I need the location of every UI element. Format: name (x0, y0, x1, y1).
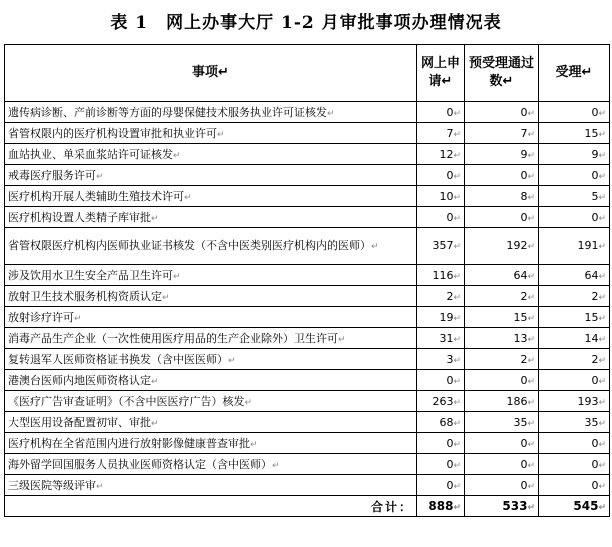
table-row (5, 102, 610, 123)
row-online-count: 0↵ (417, 165, 465, 186)
table-row (5, 286, 610, 307)
row-item-name: 《医疗广告审查证明》（不含中医医疗广告）核发↵ (5, 391, 417, 412)
table-row (5, 307, 610, 328)
header-row (5, 45, 610, 102)
row-accepted-count: 0↵ (539, 102, 610, 123)
row-online-count: 2↵ (417, 286, 465, 307)
row-pre-accepted-count: 0↵ (465, 102, 539, 123)
row-online-count: 10↵ (417, 186, 465, 207)
row-accepted-count: 0↵ (539, 370, 610, 391)
row-accepted-count: 0↵ (539, 454, 610, 475)
row-accepted-count: 5↵ (539, 186, 610, 207)
row-online-count: 116↵ (417, 265, 465, 286)
row-pre-accepted-count: 0↵ (465, 165, 539, 186)
row-online-count: 0↵ (417, 433, 465, 454)
row-accepted-count: 2↵ (539, 349, 610, 370)
table-row (5, 123, 610, 144)
row-pre-accepted-count: 35↵ (465, 412, 539, 433)
row-item-name: 海外留学回国服务人员执业医师资格认定（含中医师）↵ (5, 454, 417, 475)
row-pre-accepted-count: 0↵ (465, 207, 539, 228)
row-item-name: 血站执业、单采血浆站许可证核发↵ (5, 144, 417, 165)
row-online-count: 19↵ (417, 307, 465, 328)
table-row (5, 207, 610, 228)
row-pre-accepted-count: 186↵ (465, 391, 539, 412)
table-row (5, 328, 610, 349)
row-online-count: 68↵ (417, 412, 465, 433)
row-online-count: 7↵ (417, 123, 465, 144)
row-item-name: 放射诊疗许可↵ (5, 307, 417, 328)
row-online-count: 357↵ (417, 228, 465, 265)
table-row (5, 433, 610, 454)
approval-table (4, 44, 610, 517)
row-item-name: 港澳台医师内地医师资格认定↵ (5, 370, 417, 391)
row-accepted-count: 0↵ (539, 433, 610, 454)
row-item-name: 三级医院等级评审↵ (5, 475, 417, 496)
row-online-count: 0↵ (417, 102, 465, 123)
table-row (5, 265, 610, 286)
row-pre-accepted-count: 0↵ (465, 475, 539, 496)
row-item-name: 遗传病诊断、产前诊断等方面的母婴保健技术服务执业许可证核发↵ (5, 102, 417, 123)
row-online-count: 3↵ (417, 349, 465, 370)
table-row (5, 370, 610, 391)
table-row (5, 144, 610, 165)
row-pre-accepted-count: 2↵ (465, 286, 539, 307)
row-online-count: 0↵ (417, 454, 465, 475)
row-pre-accepted-count: 192↵ (465, 228, 539, 265)
row-item-name: 大型医用设备配置初审、审批↵ (5, 412, 417, 433)
header-accepted: 受理↵ (539, 45, 610, 102)
row-item-name: 医疗机构开展人类辅助生殖技术许可↵ (5, 186, 417, 207)
row-online-count: 0↵ (417, 475, 465, 496)
row-accepted-count: 191↵ (539, 228, 610, 265)
row-pre-accepted-count: 15↵ (465, 307, 539, 328)
table-row (5, 412, 610, 433)
row-accepted-count: 15↵ (539, 123, 610, 144)
row-online-count: 12↵ (417, 144, 465, 165)
row-item-name: 放射卫生技术服务机构资质认定↵ (5, 286, 417, 307)
row-pre-accepted-count: 64↵ (465, 265, 539, 286)
table-row (5, 475, 610, 496)
row-accepted-count: 2↵ (539, 286, 610, 307)
header-item: 事项↵ (5, 45, 417, 102)
row-pre-accepted-count: 0↵ (465, 433, 539, 454)
table-row (5, 165, 610, 186)
row-item-name: 消毒产品生产企业（一次性使用医疗用品的生产企业除外）卫生许可↵ (5, 328, 417, 349)
row-accepted-count: 35↵ (539, 412, 610, 433)
row-online-count: 31↵ (417, 328, 465, 349)
row-item-name: 复转退军人医师资格证书换发（含中医医师）↵ (5, 349, 417, 370)
row-accepted-count: 15↵ (539, 307, 610, 328)
row-online-count: 0↵ (417, 207, 465, 228)
row-accepted-count: 14↵ (539, 328, 610, 349)
table-row (5, 228, 610, 265)
row-pre-accepted-count: 0↵ (465, 370, 539, 391)
row-accepted-count: 64↵ (539, 265, 610, 286)
total-label: 合计： (5, 496, 417, 517)
header-online: 网上申请↵ (417, 45, 465, 102)
table-row (5, 391, 610, 412)
row-item-name: 戒毒医疗服务许可↵ (5, 165, 417, 186)
row-pre-accepted-count: 0↵ (465, 454, 539, 475)
row-pre-accepted-count: 8↵ (465, 186, 539, 207)
row-item-name: 医疗机构设置人类精子库审批↵ (5, 207, 417, 228)
row-accepted-count: 9↵ (539, 144, 610, 165)
table-title: 表 1 网上办事大厅 1-2 月审批事项办理情况表 (110, 13, 502, 33)
row-online-count: 0↵ (417, 370, 465, 391)
row-pre-accepted-count: 9↵ (465, 144, 539, 165)
row-pre-accepted-count: 2↵ (465, 349, 539, 370)
table-row (5, 349, 610, 370)
header-pre-accepted: 预受理通过数↵ (465, 45, 539, 102)
total-pre-accepted: 533↵ (465, 496, 539, 517)
row-accepted-count: 193↵ (539, 391, 610, 412)
total-online: 888↵ (417, 496, 465, 517)
total-accepted: 545↵ (539, 496, 610, 517)
table-row (5, 454, 610, 475)
row-item-name: 医疗机构在全省范围内进行放射影像健康普查审批↵ (5, 433, 417, 454)
table-row (5, 186, 610, 207)
row-online-count: 263↵ (417, 391, 465, 412)
row-pre-accepted-count: 7↵ (465, 123, 539, 144)
row-accepted-count: 0↵ (539, 475, 610, 496)
total-row (5, 496, 610, 517)
row-item-name: 省管权限医疗机构内医师执业证书核发（不含中医类别医疗机构内的医师）↵ (5, 228, 417, 265)
row-pre-accepted-count: 13↵ (465, 328, 539, 349)
row-accepted-count: 0↵ (539, 207, 610, 228)
row-accepted-count: 0↵ (539, 165, 610, 186)
row-item-name: 涉及饮用水卫生安全产品卫生许可↵ (5, 265, 417, 286)
row-item-name: 省管权限内的医疗机构设置审批和执业许可↵ (5, 123, 417, 144)
